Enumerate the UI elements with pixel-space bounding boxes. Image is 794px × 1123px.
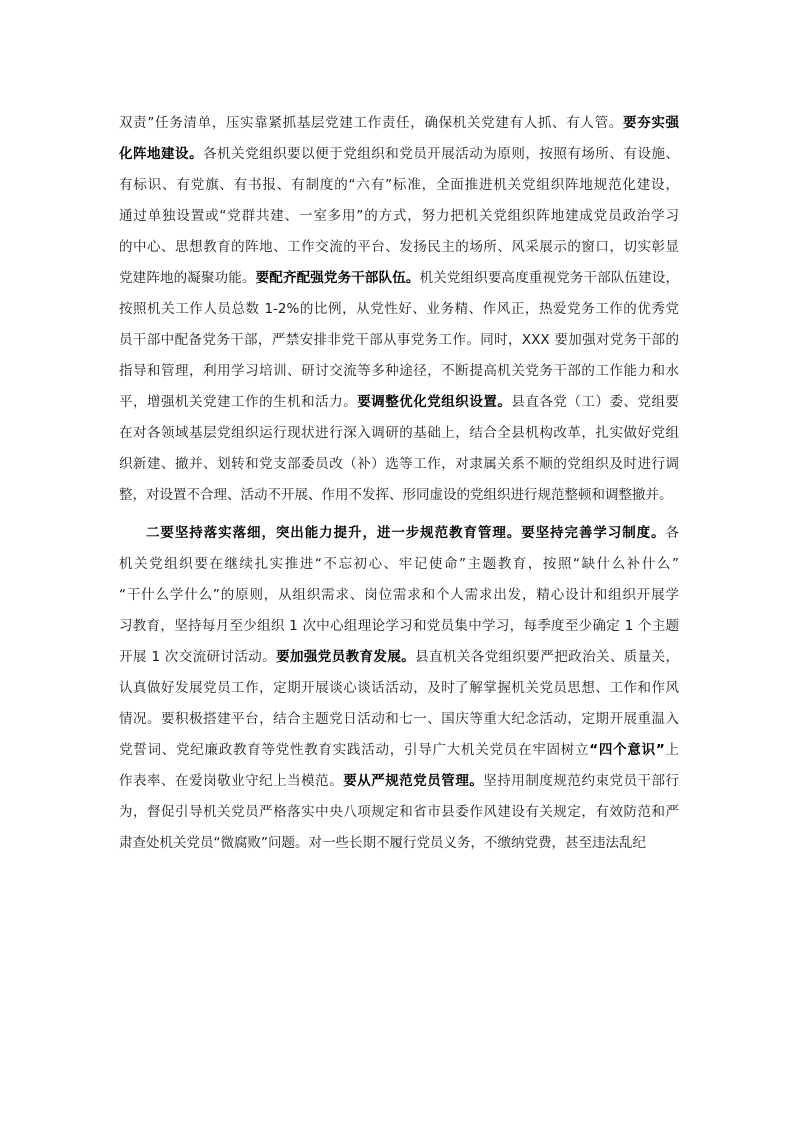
text-line bbox=[119, 704, 679, 735]
body-text: 员干部中配备党务干部，严禁安排非党干部从事党务工作。同时，XXX 要加强对党务干部的 bbox=[119, 332, 679, 348]
bold-heading-text: “四个意识” bbox=[589, 742, 665, 758]
body-text: 党建阵地的凝聚功能。 bbox=[119, 270, 256, 286]
body-text: 的中心、思想教育的阵地、工作交流的平台、发扬民主的场所、风采展示的窗口，切实彰显 bbox=[119, 239, 679, 255]
body-text: 机关党组织要高度重视党务干部队伍建设， bbox=[419, 270, 679, 286]
text-line bbox=[119, 642, 679, 673]
body-text: 肃查处机关党员“微腐败”问题。对一些长期不履行党员义务，不缴纳党费，甚至违法乱纪 bbox=[119, 835, 646, 851]
body-text: 坚持用制度规范约束党员干部行 bbox=[483, 773, 679, 789]
text-line bbox=[119, 232, 679, 263]
body-text: 通过单独设置或“党群共建、一室多用”的方式，努力把机关党组织阵地建成党员政治学习 bbox=[119, 208, 679, 224]
bold-heading-text: 二要坚持落实落细，突出能力提升，进一步规范教育管理。要坚持完善学习制度。 bbox=[146, 525, 666, 541]
body-text: 各机关党组织要以便于党组织和党员开展活动为原则，按照有场所、有设施、 bbox=[203, 146, 679, 162]
body-text: 按照机关工作人员总数 1-2%的比例，从党性好、业务精、作风正，热爱党务工作的优秀党 bbox=[119, 301, 679, 317]
text-line bbox=[119, 828, 679, 859]
body-text: 作表率、在爱岗敬业守纪上当模范。 bbox=[119, 773, 344, 789]
text-line bbox=[119, 325, 679, 356]
body-text: 认真做好发展党员工作，定期开展谈心谈话活动，及时了解掌握机关党员思想、工作和作风 bbox=[119, 680, 679, 696]
text-line bbox=[119, 518, 679, 549]
body-text: 各 bbox=[665, 525, 679, 541]
text-line bbox=[119, 201, 679, 232]
body-text: 情况。要积极搭建平台，结合主题党日活动和七一、国庆等重大纪念活动，定期开展重温入 bbox=[119, 711, 679, 727]
bold-heading-text: 要调整优化党组织设置。 bbox=[357, 394, 512, 410]
body-text: 县直机关各党组织要严把政治关、质量关， bbox=[415, 649, 679, 665]
text-line bbox=[119, 294, 679, 325]
body-text: 在对各领域基层党组织运行现状进行深入调研的基础上，结合全县机构改革，扎实做好党组 bbox=[119, 425, 679, 441]
body-text: 为，督促引导机关党员严格落实中央八项规定和省市县委作风建设有关规定，有效防范和严 bbox=[119, 804, 679, 820]
text-line bbox=[119, 673, 679, 704]
body-text: “干什么学什么”的原则，从组织需求、岗位需求和个人需求出发，精心设计和组织开展学 bbox=[119, 587, 679, 603]
body-text: 机关党组织要在继续扎实推进“不忘初心、牢记使命”主题教育，按照“缺什么补什么” bbox=[119, 556, 679, 572]
body-text: 开展 1 次交流研讨活动。 bbox=[119, 649, 277, 665]
text-line bbox=[119, 170, 679, 201]
text-line bbox=[119, 356, 679, 387]
body-text: 党誓词、党纪廉政教育等党性教育实践活动，引导广大机关党员在牢固树立 bbox=[119, 742, 590, 758]
text-line bbox=[119, 766, 679, 797]
text-line bbox=[119, 480, 679, 511]
bold-heading-text: 要加强党员教育发展。 bbox=[276, 649, 416, 665]
body-text: 指导和管理，利用学习培训、研讨交流等多种途径，不断提高机关党务干部的工作能力和水 bbox=[119, 363, 679, 379]
body-text: 习教育，坚持每月至少组织 1 次中心组理论学习和党员集中学习，每季度至少确定 1 个主题 bbox=[119, 618, 679, 634]
text-line bbox=[119, 449, 679, 480]
paragraph-gap bbox=[119, 511, 679, 518]
text-line bbox=[119, 580, 679, 611]
text-line bbox=[119, 611, 679, 642]
body-text: 平，增强机关党建工作的生机和活力。 bbox=[119, 394, 358, 410]
text-line bbox=[119, 418, 679, 449]
bold-heading-text: 要夯实强 bbox=[622, 115, 679, 131]
paragraph-1 bbox=[119, 108, 679, 511]
bold-heading-text: 要配齐配强党务干部队伍。 bbox=[255, 270, 420, 286]
document-body bbox=[119, 108, 679, 859]
text-line bbox=[119, 108, 679, 139]
bold-heading-text: 要从严规范党员管理。 bbox=[343, 773, 484, 789]
text-line bbox=[119, 549, 679, 580]
body-text: 双责”任务清单，压实靠紧抓基层党建工作责任，确保机关党建有人抓、有人管。 bbox=[119, 115, 623, 131]
body-text: 有标识、有党旗、有书报、有制度的“六有”标准，全面推进机关党组织阵地规范化建设， bbox=[119, 177, 679, 193]
text-line bbox=[119, 387, 679, 418]
body-text: 上 bbox=[664, 742, 679, 758]
body-text: 织新建、撤并、划转和党支部委员改（补）选等工作，对隶属关系不顺的党组织及时进行调 bbox=[119, 456, 679, 472]
body-text: 县直各党（工）委、党组要 bbox=[511, 394, 679, 410]
paragraph-2 bbox=[119, 518, 679, 859]
text-line bbox=[119, 735, 679, 766]
body-text: 整，对设置不合理、活动不开展、作用不发挥、形同虚设的党组织进行规范整顿和调整撤并。 bbox=[119, 487, 673, 503]
text-line bbox=[119, 797, 679, 828]
bold-heading-text: 化阵地建设。 bbox=[119, 146, 204, 162]
text-line bbox=[119, 139, 679, 170]
text-line bbox=[119, 263, 679, 294]
